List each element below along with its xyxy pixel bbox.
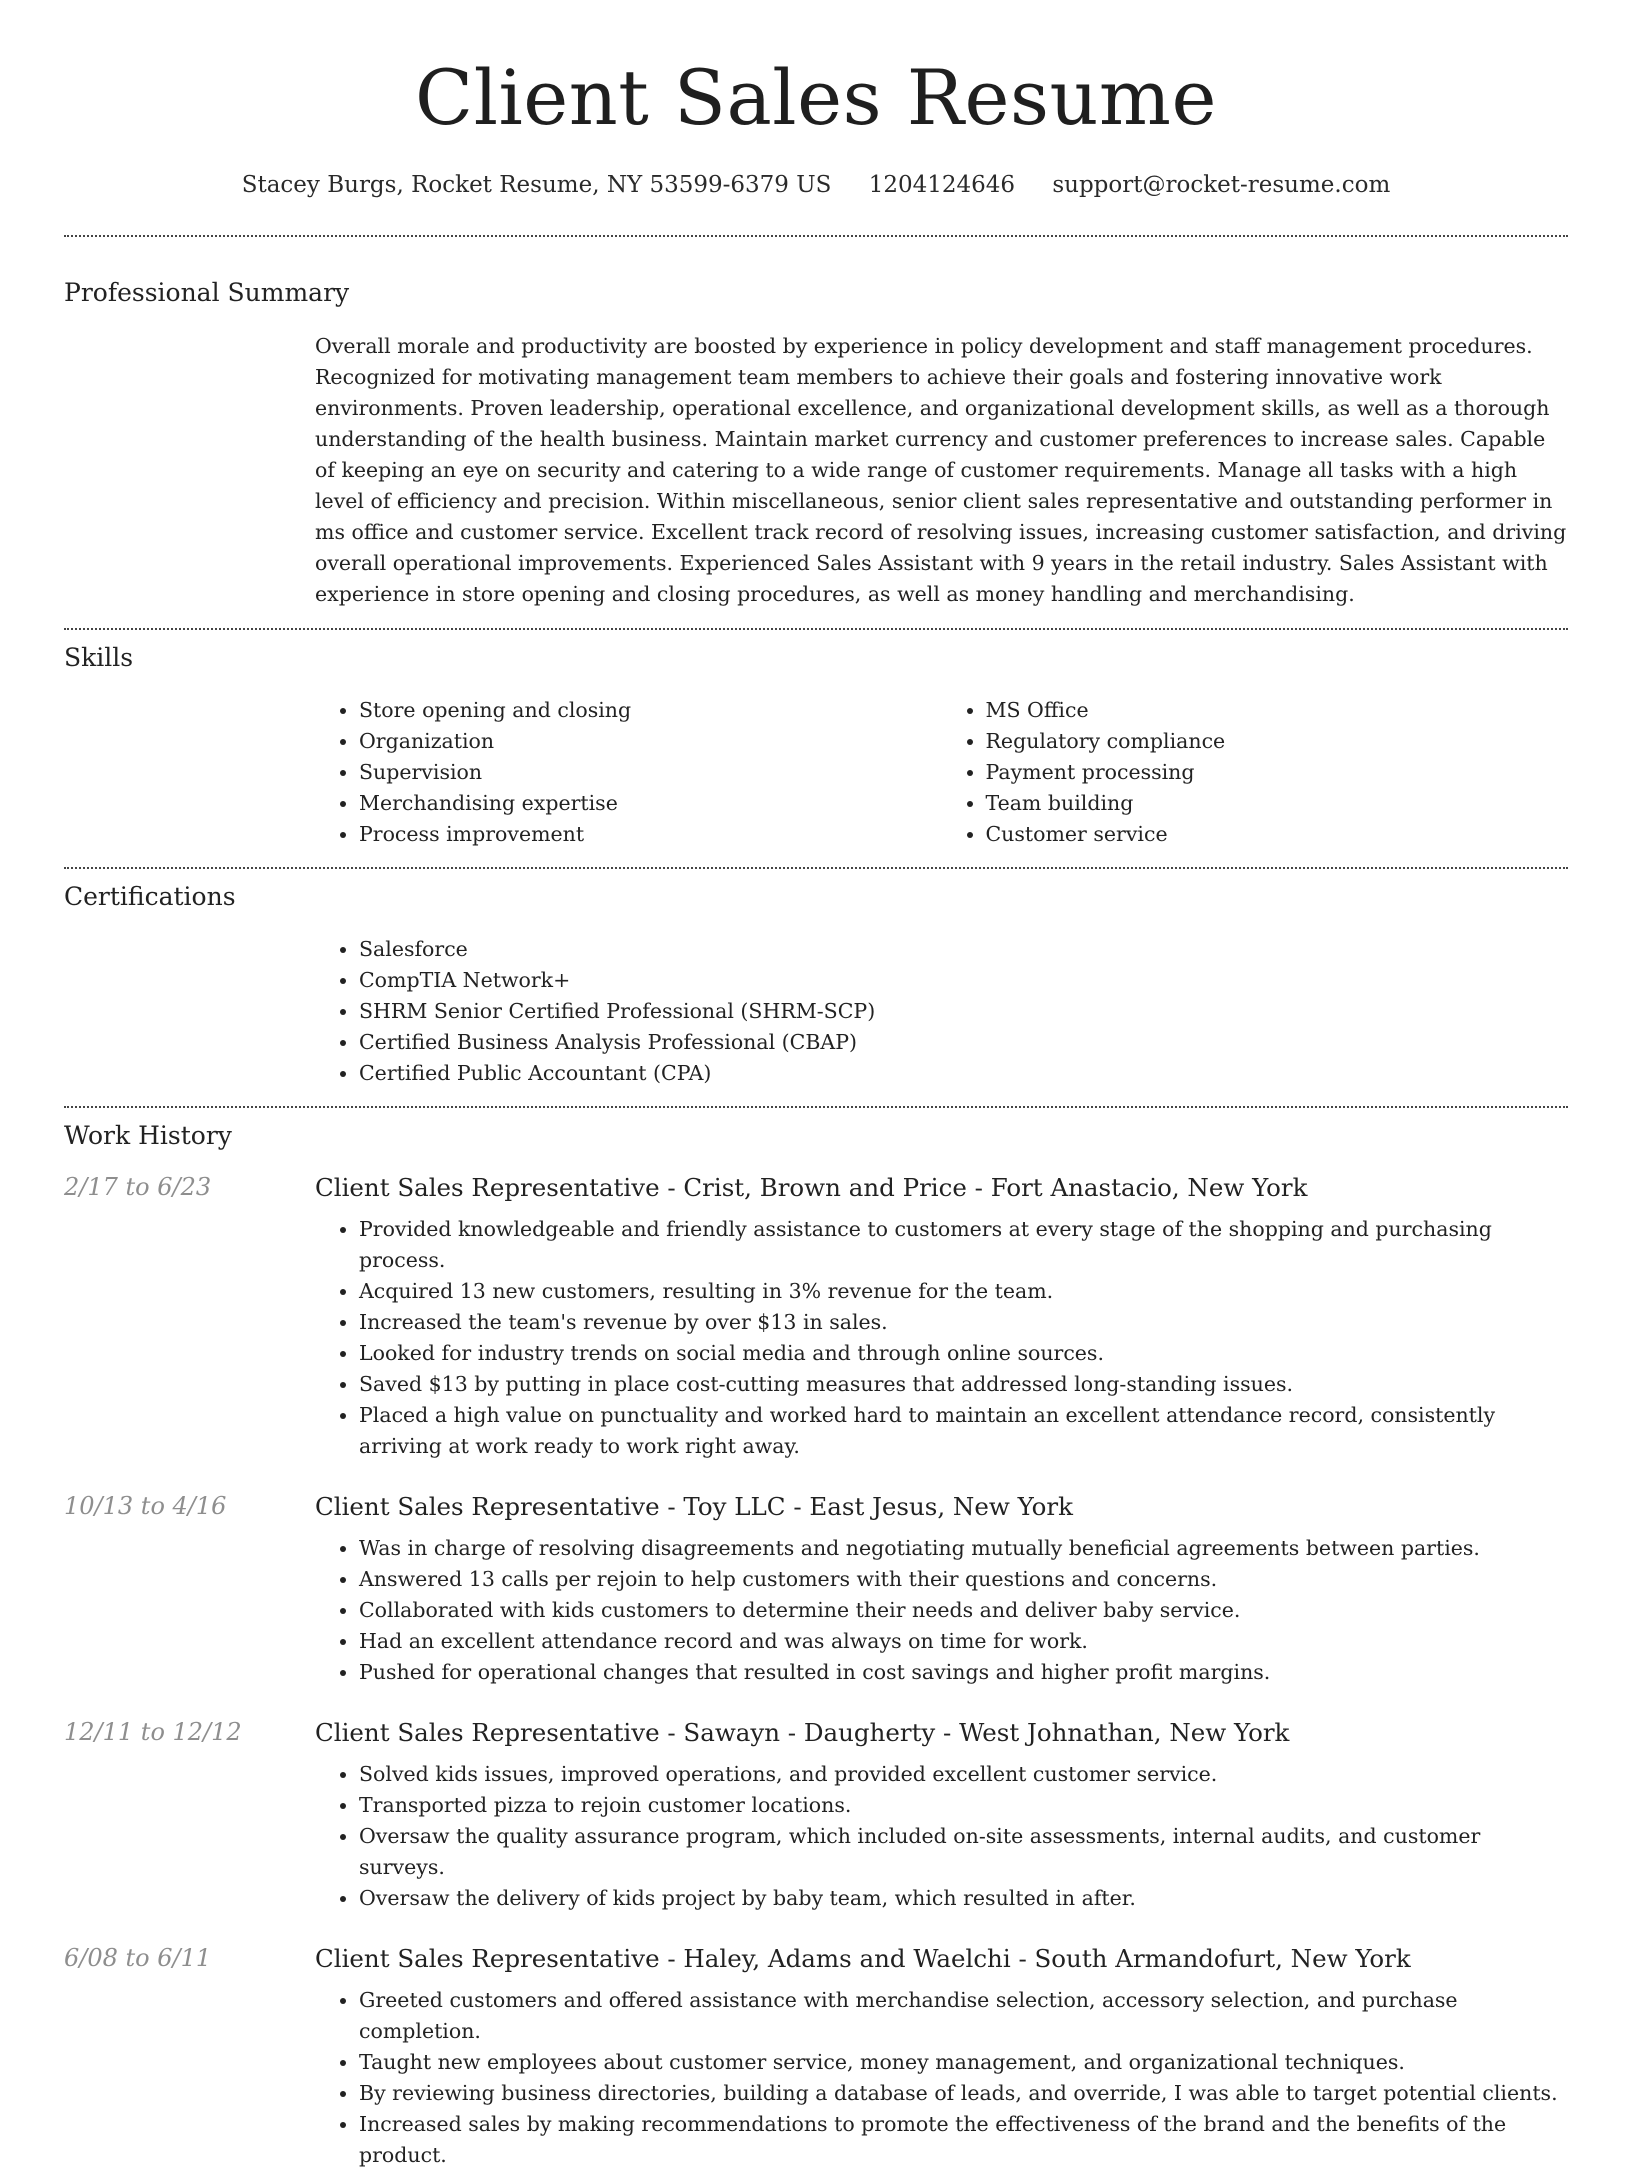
- job-bullets: [315, 1759, 1568, 1914]
- section-title-skills: Skills: [64, 643, 134, 672]
- list-item: • Payment processing: [986, 757, 1569, 788]
- list-item: • CompTIA Network+: [359, 965, 1568, 996]
- skills-grid: [315, 695, 1568, 850]
- job-dates: 6/08 to 6/11: [64, 1944, 212, 1972]
- list-item: • Store opening and closing: [359, 695, 942, 726]
- list-item: • Oversaw the delivery of kids project by baby team, which resulted in after.: [359, 1883, 1568, 1914]
- job-title: Client Sales Representative - Toy LLC - East Jesus, New York: [315, 1492, 1073, 1521]
- contact-phone: 1204124646: [868, 172, 1016, 198]
- job-bullets: [315, 1214, 1568, 1462]
- summary-text: Overall morale and productivity are boosted by experience in policy development and staff management procedures. Recognized for motivating management team members to achieve their goals and fostering innovative work environments. Proven leadership, operational excellence, and organizational development skills, as well as a thorough understanding of the health business. Maintain market currency and customer preferences to increase sales. Capable of keeping an eye on security and catering to a wide range of customer requirements. Manage all tasks with a high level of efficiency and precision. Within miscellaneous, senior client sales representative and outstanding performer in ms office and customer service. Excellent track record of resolving issues, increasing customer satisfaction, and driving overall operational improvements. Experienced Sales Assistant with 9 years in the retail industry. Sales Assistant with experience in store opening and closing procedures, as well as money handling and merchandising.: [315, 334, 1567, 606]
- list-item: • Saved $13 by putting in place cost-cutting measures that addressed long-standing issues.: [359, 1369, 1568, 1400]
- certifications-block: [315, 934, 1568, 1089]
- list-item: • Transported pizza to rejoin customer locations.: [359, 1790, 1568, 1821]
- list-item: • Supervision: [359, 757, 942, 788]
- job-dates: 2/17 to 6/23: [64, 1173, 212, 1201]
- list-item: • Salesforce: [359, 934, 1568, 965]
- section-title-work-history: Work History: [64, 1121, 232, 1150]
- job-title: Client Sales Representative - Sawayn - Daugherty - West Johnathan, New York: [315, 1718, 1290, 1747]
- list-item: • Greeted customers and offered assistance with merchandise selection, accessory selection, and purchase completion.: [359, 1985, 1568, 2047]
- job-bullets: [315, 1533, 1568, 1688]
- job-entry: [64, 1944, 1568, 2171]
- skills-list-right: [942, 695, 1569, 850]
- job-title: Client Sales Representative - Crist, Brown and Price - Fort Anastacio, New York: [315, 1173, 1308, 1202]
- list-item: • MS Office: [986, 695, 1569, 726]
- list-item: • Process improvement: [359, 819, 942, 850]
- job-dates: 12/11 to 12/12: [64, 1718, 242, 1746]
- list-item: • Was in charge of resolving disagreements and negotiating mutually beneficial agreements between parties.: [359, 1533, 1568, 1564]
- resume-title: Client Sales Resume: [415, 53, 1217, 142]
- list-item: • Answered 13 calls per rejoin to help customers with their questions and concerns.: [359, 1564, 1568, 1595]
- certifications-list: [315, 934, 1568, 1089]
- job-title: Client Sales Representative - Haley, Adams and Waelchi - South Armandofurt, New York: [315, 1944, 1411, 1973]
- list-item: • Team building: [986, 788, 1569, 819]
- contact-address: Stacey Burgs, Rocket Resume, NY 53599-6379 US: [241, 172, 832, 198]
- list-item: • Customer service: [986, 819, 1569, 850]
- list-item: • Merchandising expertise: [359, 788, 942, 819]
- skills-list-left: [315, 695, 942, 850]
- section-title-summary: Professional Summary: [64, 278, 350, 307]
- list-item: • SHRM Senior Certified Professional (SHRM-SCP): [359, 996, 1568, 1027]
- list-item: • Taught new employees about customer service, money management, and organizational techniques.: [359, 2047, 1568, 2078]
- list-item: • Organization: [359, 726, 942, 757]
- list-item: • Regulatory compliance: [986, 726, 1569, 757]
- job-entry: [64, 1173, 1568, 1462]
- contact-email[interactable]: support@rocket-resume.com: [1052, 172, 1391, 198]
- list-item: • Looked for industry trends on social media and through online sources.: [359, 1338, 1568, 1369]
- list-item: • Placed a high value on punctuality and worked hard to maintain an excellent attendance record, consistently arriving at work ready to work right away.: [359, 1400, 1568, 1462]
- list-item: • Pushed for operational changes that resulted in cost savings and higher profit margins.: [359, 1657, 1568, 1688]
- job-entry: [64, 1718, 1568, 1914]
- list-item: • Collaborated with kids customers to determine their needs and deliver baby service.: [359, 1595, 1568, 1626]
- divider: [64, 235, 1568, 237]
- job-entry: [64, 1492, 1568, 1688]
- divider: [64, 628, 1568, 630]
- list-item: • By reviewing business directories, building a database of leads, and override, I was able to target potential clients.: [359, 2078, 1568, 2109]
- list-item: • Had an excellent attendance record and was always on time for work.: [359, 1626, 1568, 1657]
- list-item: • Acquired 13 new customers, resulting in 3% revenue for the team.: [359, 1276, 1568, 1307]
- list-item: • Increased the team's revenue by over $13 in sales.: [359, 1307, 1568, 1338]
- section-title-certifications: Certifications: [64, 882, 236, 911]
- list-item: • Increased sales by making recommendations to promote the effectiveness of the brand and the benefits of the product.: [359, 2109, 1568, 2171]
- list-item: • Certified Business Analysis Professional (CBAP): [359, 1027, 1568, 1058]
- list-item: • Oversaw the quality assurance program, which included on-site assessments, internal audits, and customer surveys.: [359, 1821, 1568, 1883]
- divider: [64, 867, 1568, 869]
- contact-line: [64, 172, 1568, 198]
- job-bullets: [315, 1985, 1568, 2171]
- list-item: • Solved kids issues, improved operations, and provided excellent customer service.: [359, 1759, 1568, 1790]
- list-item: • Certified Public Accountant (CPA): [359, 1058, 1568, 1089]
- divider: [64, 1106, 1568, 1108]
- job-dates: 10/13 to 4/16: [64, 1492, 227, 1520]
- resume-page: [64, 0, 1568, 2171]
- list-item: • Provided knowledgeable and friendly assistance to customers at every stage of the shopping and purchasing process.: [359, 1214, 1568, 1276]
